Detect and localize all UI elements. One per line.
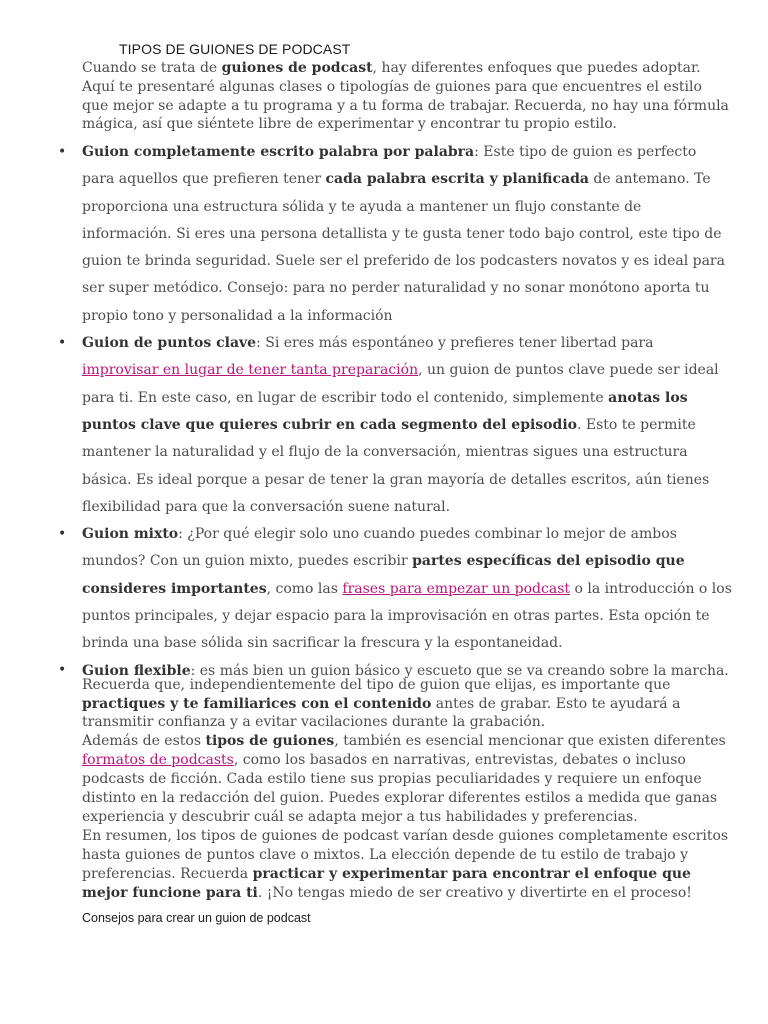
bullet-icon: •: [58, 144, 67, 160]
intro-paragraph: [82, 59, 732, 134]
item-bold: anotas los puntos clave que quieres cubrir en cada segmento del episodio: [82, 389, 688, 433]
item-heading: Guion flexible: [82, 662, 191, 679]
list-item-full-script: [58, 139, 732, 330]
podcast-phrases-link[interactable]: frases para empezar un podcast: [342, 580, 571, 597]
item-text: antes de grabar. Esto te ayudará a transmitir confianza y a evitar vacilaciones durante la grabación.: [82, 695, 681, 731]
item-text: Además de estos: [82, 733, 206, 750]
item-bold: tipos de guiones: [205, 733, 335, 750]
list-item-mixed: [58, 521, 732, 657]
item-text: En resumen, los tipos de guiones de podcast varían desde guiones completamente escritos hasta guiones de puntos clave o mixtos. La elección depende de tu estilo de trabajo y preferencias. Recuerda: [82, 827, 729, 882]
item-text: : Este tipo de guion es perfecto para aquellos que prefieren tener: [82, 144, 697, 188]
item-text: , un guion de puntos clave puede ser ideal para ti. En este caso, en lugar de escribir todo el contenido, simplemente: [82, 362, 719, 406]
improvise-link[interactable]: improvisar en lugar de tener tanta preparación: [82, 362, 419, 379]
formats-paragraph: [82, 732, 732, 827]
script-types-list: [58, 139, 732, 903]
intro-bold: guiones de podcast: [221, 60, 373, 76]
item-text: . ¡No tengas miedo de ser creativo y divertirte en el proceso!: [257, 884, 692, 901]
list-item-key-points: [58, 330, 732, 521]
bullet-icon: •: [58, 661, 67, 678]
item-heading: Guion mixto: [82, 526, 179, 543]
document-title: TIPOS DE GUIONES DE PODCAST: [119, 41, 351, 57]
item-text: Recuerda que, independientemente del tipo de guion que elijas, es importante que: [82, 676, 671, 693]
item-text: : es más bien un guion básico y escueto que se va creando sobre la marcha.: [190, 662, 729, 679]
intro-text-2: , hay diferentes enfoques que puedes adoptar. Aquí te presentaré algunas clases o tipologías de guiones para que encuentres el estilo que mejor se adapte a tu programa y a tu forma de trabajar. Recuerda, no hay una fórmula mágica, así que siéntete libre de experimentar y encontrar tu propio estilo.: [82, 60, 729, 133]
item-heading: Guion completamente escrito palabra por palabra: [82, 144, 475, 160]
item-text: . Esto te permite mantener la naturalidad y el flujo de la conversación, mientras sigues una estructura básica. Es ideal porque a pesar de tener la gran mayoría de detalles escritos, aún tienes flexibilidad para que la conversación suene natural.: [82, 416, 710, 515]
item-text: de antemano. Te proporciona una estructura sólida y te ayuda a mantener un flujo constante de información. Si eres una persona detallista y te gusta tener todo bajo control, este tipo de guion te brinda seguridad. Suele ser el preferido de los podcasters novatos y es ideal para ser super metódico. Consejo: para no perder naturalidad y no sonar monótono aporta tu propio tono y personalidad a la información: [82, 171, 725, 324]
item-text: : Si eres más espontáneo y prefieres tener libertad para: [256, 335, 654, 352]
intro-text: Cuando se trata de: [82, 60, 222, 76]
item-bold: cada palabra escrita y planificada: [325, 171, 589, 188]
bullet-icon: •: [58, 526, 67, 543]
item-bold: practiques y te familiarices con el contenido: [82, 695, 432, 712]
item-text: : ¿Por qué elegir solo uno cuando puedes combinar lo mejor de ambos mundos? Con un guion mixto, puedes escribir: [82, 526, 677, 570]
item-heading: Guion de puntos clave: [82, 335, 257, 352]
bullet-icon: •: [58, 335, 67, 352]
item-bold: practicar y experimentar para encontrar el enfoque que mejor funcione para ti: [82, 865, 691, 901]
item-text: , también es esencial mencionar que existen diferentes: [334, 733, 726, 750]
item-text: , como los basados en narrativas, entrevistas, debates o incluso podcasts de ficción. Cada estilo tiene sus propias peculiaridades y requiere un enfoque distinto en la redacción del guion. Puedes explorar diferentes estilos a medida que ganas experiencia y descubrir cuál se adapta mejor a tus habilidades y preferencias.: [82, 752, 718, 825]
item-bold: partes específicas del episodio que consideres importantes: [82, 553, 685, 597]
podcast-formats-link[interactable]: formatos de podcasts: [82, 752, 234, 769]
next-section-heading: Consejos para crear un guion de podcast: [82, 911, 311, 925]
list-item-flexible: [58, 658, 732, 903]
summary-paragraph: [82, 827, 732, 903]
item-text: , como las: [266, 580, 343, 597]
item-text: o la introducción o los puntos principales, y dejar espacio para la improvisación en otras partes. Esta opción te brinda una base sólida sin sacrificar la frescura y la espontaneidad.: [82, 580, 732, 652]
practice-paragraph: [82, 676, 732, 733]
